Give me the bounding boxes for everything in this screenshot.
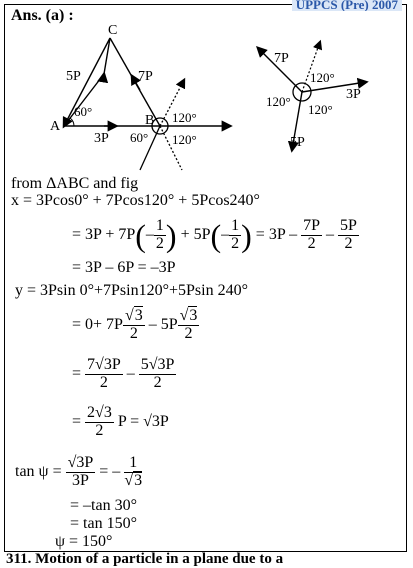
x-step-1 xyxy=(72,218,359,253)
angle-b: 60° xyxy=(130,130,149,145)
frac-5sqrt3p xyxy=(139,357,177,392)
frac-num: 1 xyxy=(155,217,164,234)
label-7p: 7P xyxy=(138,69,153,84)
y-step-3-result: P = √3P xyxy=(117,412,169,430)
frac-tan xyxy=(66,455,96,490)
x-step-1-a: = 3P + 7P xyxy=(72,225,136,243)
paren-close: ) xyxy=(165,217,177,254)
frac-num: √3 xyxy=(124,307,143,324)
y-step-1 xyxy=(72,308,199,343)
tan-step-2: = –tan 30° xyxy=(70,497,137,514)
label-3p: 3P xyxy=(94,131,109,146)
x-step-2: = 3P – 6P = –3P xyxy=(72,259,176,276)
frac-den: 2 xyxy=(95,421,104,439)
force-angle-left: 120° xyxy=(266,94,291,109)
y-step-1-a: = 0+ 7P xyxy=(72,315,123,333)
tan-step-3: = tan 150° xyxy=(70,515,137,532)
x-step-1-d: – xyxy=(326,225,335,243)
frac-num: 1 xyxy=(124,455,142,473)
y-step-1-b: – 5P xyxy=(148,315,178,333)
vertex-a: A xyxy=(50,119,61,134)
frac-num: 1 xyxy=(231,217,240,234)
y-step-3 xyxy=(72,405,169,440)
frac-sqrt3-2-a xyxy=(123,308,145,343)
paren-open: ( xyxy=(135,217,146,254)
angle-a: 60° xyxy=(74,104,93,119)
y-step-2 xyxy=(72,357,176,392)
frac-den: 2 xyxy=(129,324,138,342)
force-7p: 7P xyxy=(274,51,289,66)
frac-num: 5P xyxy=(340,217,357,234)
x-equation: x = 3Pcos0° + 7Pcos120° + 5Pcos240° xyxy=(11,192,260,209)
frac-den: 3P xyxy=(71,471,89,489)
x-step-1-c: = 3P – xyxy=(255,225,298,243)
label-5p: 5P xyxy=(66,69,81,84)
psi-final: ψ = 150° xyxy=(55,533,113,550)
force-5p: 5P xyxy=(290,135,305,150)
frac-num: 7P xyxy=(303,217,321,234)
paren-close-2: ) xyxy=(241,217,252,254)
angle-lower: 120° xyxy=(172,132,197,147)
frac-num: 2√3 xyxy=(87,404,112,421)
frac-2sqrt3 xyxy=(85,405,114,440)
frac-7p-2 xyxy=(301,218,322,253)
frac-den: 2 xyxy=(155,234,164,252)
force-figure xyxy=(250,36,370,156)
frac-num: √3 xyxy=(179,307,198,324)
tan-psi-line xyxy=(15,455,142,490)
force-angle-bottom: 120° xyxy=(308,102,333,117)
frac-num: 5√3P xyxy=(140,356,175,373)
frac-den: 2 xyxy=(184,324,193,342)
frac-den: 2 xyxy=(153,373,162,391)
force-angle-top: 120° xyxy=(310,70,335,85)
frac-den: 2 xyxy=(231,234,240,252)
next-question: 311. Motion of a particle in a plane due to a xyxy=(6,551,284,567)
sqrt-radicand: 3 xyxy=(134,307,143,324)
exam-tag: UPPCS (Pre) 2007 xyxy=(292,0,402,11)
frac-7sqrt3p xyxy=(85,357,123,392)
frac-den: √3 xyxy=(124,471,143,489)
x-step-1-b: + 5P xyxy=(180,225,211,243)
tan-mid: = – xyxy=(99,462,121,480)
frac-one-half-2 xyxy=(229,218,241,253)
vertex-c: C xyxy=(108,23,118,38)
angle-upper: 120° xyxy=(172,110,197,125)
sqrt-radicand: 3 xyxy=(189,307,198,324)
frac-num: √3P xyxy=(67,454,94,471)
paren-open-2: ( xyxy=(210,217,222,254)
frac-den: 2 xyxy=(307,234,316,252)
frac-5p-2 xyxy=(338,218,359,253)
minus: – xyxy=(126,364,135,382)
frac-1-sqrt3 xyxy=(124,455,142,490)
force-3p: 3P xyxy=(346,87,361,102)
intro-line: from ΔABC and fig xyxy=(11,175,139,192)
arc-a xyxy=(70,118,74,126)
frac-one-half-1 xyxy=(154,218,166,253)
minus-1: – xyxy=(145,225,154,243)
tan-label: tan ψ = xyxy=(15,462,62,480)
sqrt-radicand: 3 xyxy=(134,471,143,489)
eq-sign: = xyxy=(72,412,82,430)
answer-label: Ans. (a) : xyxy=(11,7,74,24)
y-equation: y = 3Psin 0°+7Psin120°+5Psin 240° xyxy=(15,282,248,299)
frac-den: 2 xyxy=(99,373,108,391)
minus-2: – xyxy=(221,225,230,243)
vertex-b: B xyxy=(145,113,155,128)
frac-sqrt3-2-b xyxy=(178,308,200,343)
frac-den: 2 xyxy=(344,234,353,252)
frac-num: 7√3P xyxy=(87,356,121,373)
triangle-figure xyxy=(44,20,244,180)
eq-sign: = xyxy=(72,364,82,382)
